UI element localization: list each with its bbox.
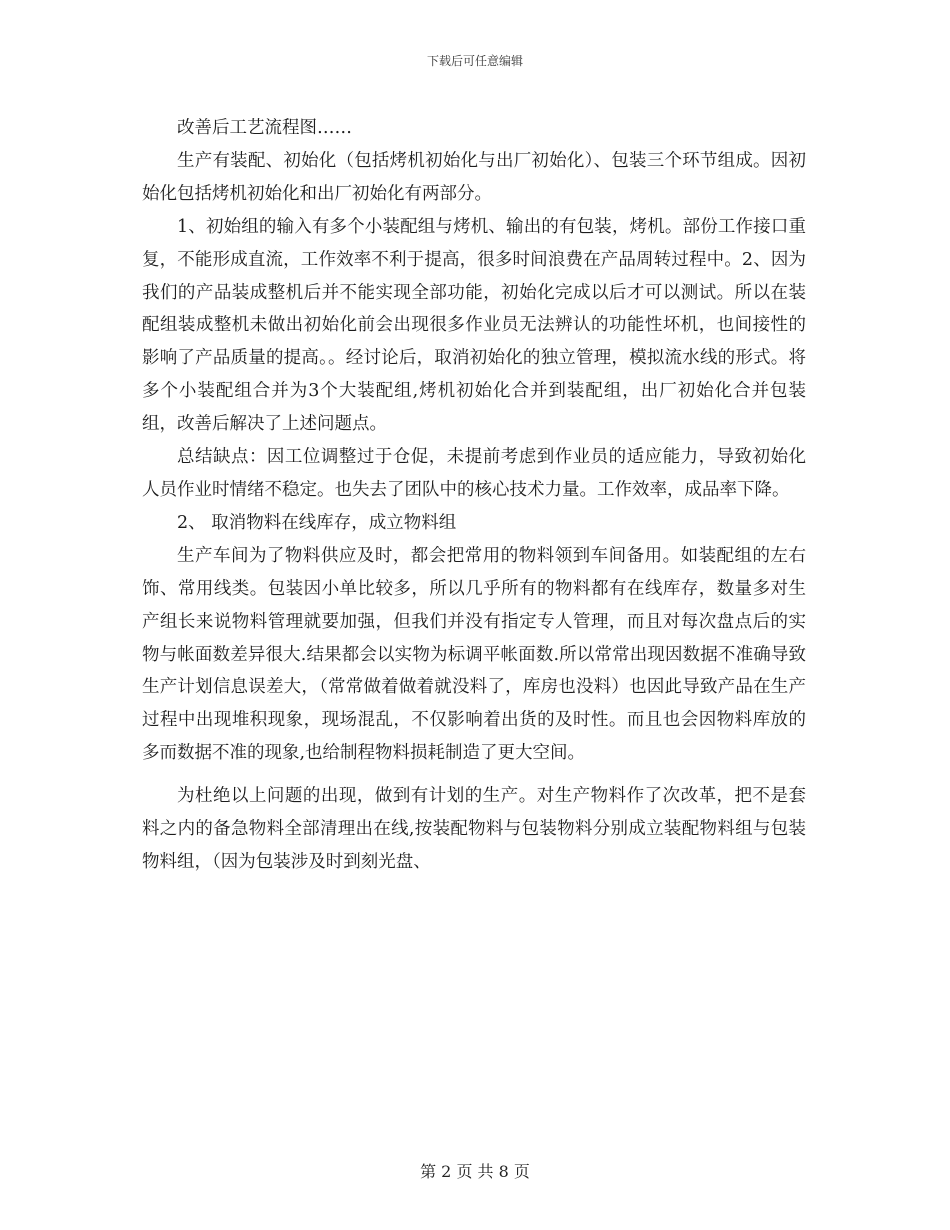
section-heading: 2、 取消物料在线库存，成立物料组 xyxy=(177,512,457,533)
paragraph: 为杜绝以上问题的出现，做到有计划的生产。对生产物料作了次改革，把不是套料之内的备急物料全部清理出在线,按装配物料与包装物料分别成立装配物料组与包装物料组，（因为包装涉及时到刻光盘、 xyxy=(142,786,806,872)
paragraph: 1、初始组的输入有多个小装配组与烤机、输出的有包装，烤机。部份工作接口重复，不能形成直流，工作效率不利于提高，很多时间浪费在产品周转过程中。2、因为我们的产品装成整机后并不能实现全部功能，初始化完成以后才可以测试。所以在装配组装成整机未做出初始化前会出现很多作业员无法辨认的功能性坏机，也间接性的影响了产品质量的提高。。经讨论后，取消初始化的独立管理，模拟流水线的形式。将多个小装配组合并为3个大装配组,烤机初始化合并到装配组，出厂初始化合并包装组，改善后解决了上述问题点。 xyxy=(142,216,806,435)
paragraph: 总结缺点：因工位调整过于仓促，未提前考虑到作业员的适应能力，导致初始化人员作业时情绪不稳定。也失去了团队中的核心技术力量。工作效率，成品率下降。 xyxy=(142,447,806,500)
page-footer: 第 2 页 共 8 页 xyxy=(420,1162,530,1181)
document-body xyxy=(142,112,806,879)
page-header: 下载后可任意编辑 xyxy=(426,54,523,68)
paragraph: 生产有装配、初始化（包括烤机初始化与出厂初始化）、包装三个环节组成。因初始化包括烤机初始化和出厂初始化有两部分。 xyxy=(142,150,806,204)
paragraph: 生产车间为了物料供应及时，都会把常用的物料领到车间备用。如装配组的左右饰、常用线类。包装因小单比较多，所以几乎所有的物料都有在线库存，数量多对生产组长来说物料管理就要加强，但我们并没有指定专人管理，而且对每次盘点后的实物与帐面数差异很大.结果都会以实物为标调平帐面数.所以常常出现因数据不准确导致生产计划信息误差大，（常常做着做着就没料了，库房也没料）也因此导致产品在生产过程中出现堆积现象，现场混乱，不仅影响着出货的及时性。而且也会因物料库放的多而数据不准的现象,也给制程物料损耗制造了更大空间。 xyxy=(142,545,806,764)
paragraph-heading: 改善后工艺流程图…… xyxy=(177,118,352,138)
